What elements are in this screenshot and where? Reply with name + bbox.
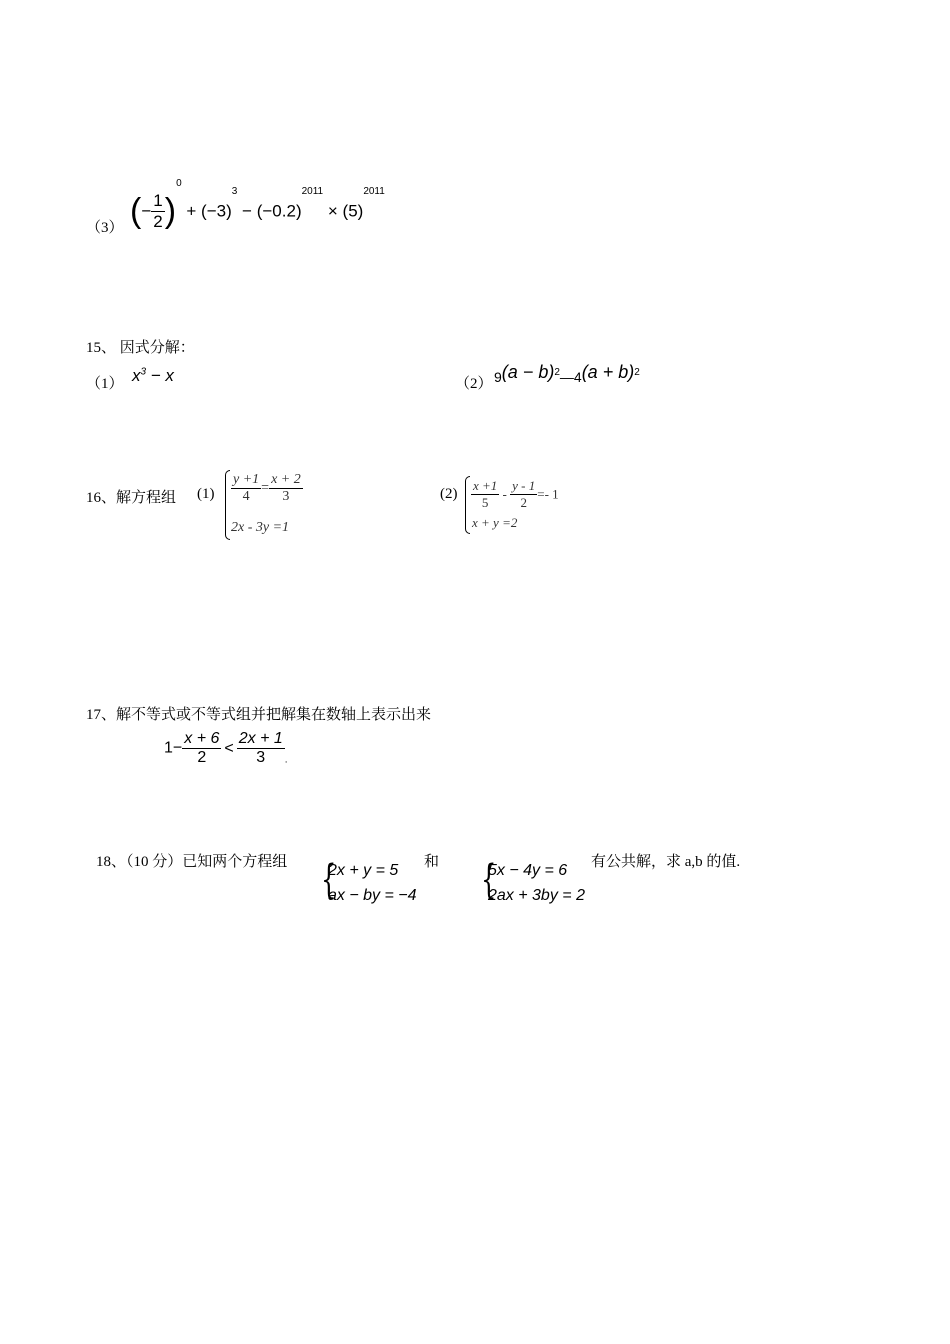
q15-part1-label: （1） [86, 376, 124, 392]
q18-title: 18、（10 分）已知两个方程组 [96, 854, 288, 870]
p2-coef2: 4 [573, 369, 582, 385]
num: x + 2 [271, 472, 301, 487]
brace-1: { [321, 857, 337, 903]
times-sign: × [327, 201, 338, 221]
frac-x1-5 [471, 478, 499, 511]
q16-title: 16、解方程组 [86, 490, 177, 506]
frac-x6-2 [182, 730, 221, 767]
num: x + 6 [184, 730, 220, 747]
q18-and: 和 [424, 854, 440, 870]
p2-exp2: 2 [634, 367, 640, 378]
num: x +1 [473, 478, 498, 493]
q15-part2-label: （2） [455, 376, 493, 392]
p1-exp: 3 [140, 366, 147, 378]
frac-y1-2 [510, 478, 537, 511]
p2-dash: — [559, 369, 574, 385]
brace-2: { [481, 857, 497, 903]
term-neg3: (−3) [201, 201, 232, 221]
exponent-2011-a: 2011 [301, 186, 324, 197]
frac-y1-4 [231, 472, 261, 505]
den: 2 [197, 749, 207, 766]
q15-title: 15、 因式分解： [86, 340, 195, 356]
q16-part1-eq2: 2x - 3y =1 [231, 520, 290, 535]
q15-part1-expression [132, 366, 174, 386]
num: y +1 [233, 472, 260, 487]
rest: =- 1 [537, 486, 559, 502]
q18-tail: 有公共解，求 a,b 的值. [591, 854, 741, 870]
dot: . [284, 754, 288, 766]
q16-part2-brace [465, 476, 470, 534]
q18-sys1-eq2: ax − by = −4 [328, 887, 417, 904]
q18-sys2-eq1: 5x − 4y = 6 [488, 862, 568, 879]
den: 5 [481, 495, 489, 510]
q17-title: 17、解不等式或不等式组并把解集在数轴上表示出来 [86, 707, 432, 723]
p2-exp1: 2 [554, 367, 560, 378]
exponent-2011-b: 2011 [363, 186, 385, 197]
q16-part2-label: (2) [440, 486, 458, 502]
p2-term1: (a − b) [501, 362, 555, 382]
paren-close: ) [164, 192, 177, 231]
equals: = [261, 480, 270, 496]
exponent-0: 0 [176, 178, 182, 189]
less-than: < [224, 739, 234, 757]
q16-part1-eq1 [231, 472, 303, 505]
p2-term2: (a + b) [581, 362, 635, 382]
q16-part2-eq2: x + y =2 [472, 515, 518, 530]
p1-rest: − x [146, 366, 174, 385]
fraction-half [151, 191, 164, 232]
term-neg02: (−0.2) [256, 201, 302, 221]
frac-den: 2 [153, 212, 163, 232]
q15-part2-expression [494, 362, 640, 387]
frac-num: 1 [153, 191, 163, 211]
q16-part1-brace [225, 470, 230, 540]
q16-part1-label: (1) [197, 486, 215, 502]
den: 3 [282, 489, 290, 504]
q17-inequality [164, 730, 288, 767]
minus: - [502, 486, 507, 502]
den: 3 [256, 749, 266, 766]
term-5: (5) [342, 201, 364, 221]
den: 4 [242, 489, 250, 504]
exponent-3: 3 [231, 186, 238, 197]
q18-sys1-eq1: 2x + y = 5 [328, 862, 399, 879]
q14-3-label: （3） [86, 220, 124, 236]
q18-sys2-eq2: 2ax + 3by = 2 [488, 887, 585, 904]
paren-open: ( [130, 192, 142, 231]
q16-part2-eq1 [471, 478, 559, 511]
lhs: 1− [164, 739, 183, 757]
num: y - 1 [512, 478, 536, 493]
minus-sign: − [141, 201, 152, 221]
p1-base: x [132, 366, 141, 385]
den: 2 [520, 495, 527, 510]
p2-coef1: 9 [494, 369, 502, 385]
num: 2x + 1 [238, 730, 283, 747]
q14-3-expression [130, 178, 385, 232]
frac-2x1-3 [237, 730, 285, 767]
plus-sign: + [186, 201, 197, 221]
minus-sign-2: − [242, 201, 252, 221]
frac-x2-3 [269, 472, 303, 505]
